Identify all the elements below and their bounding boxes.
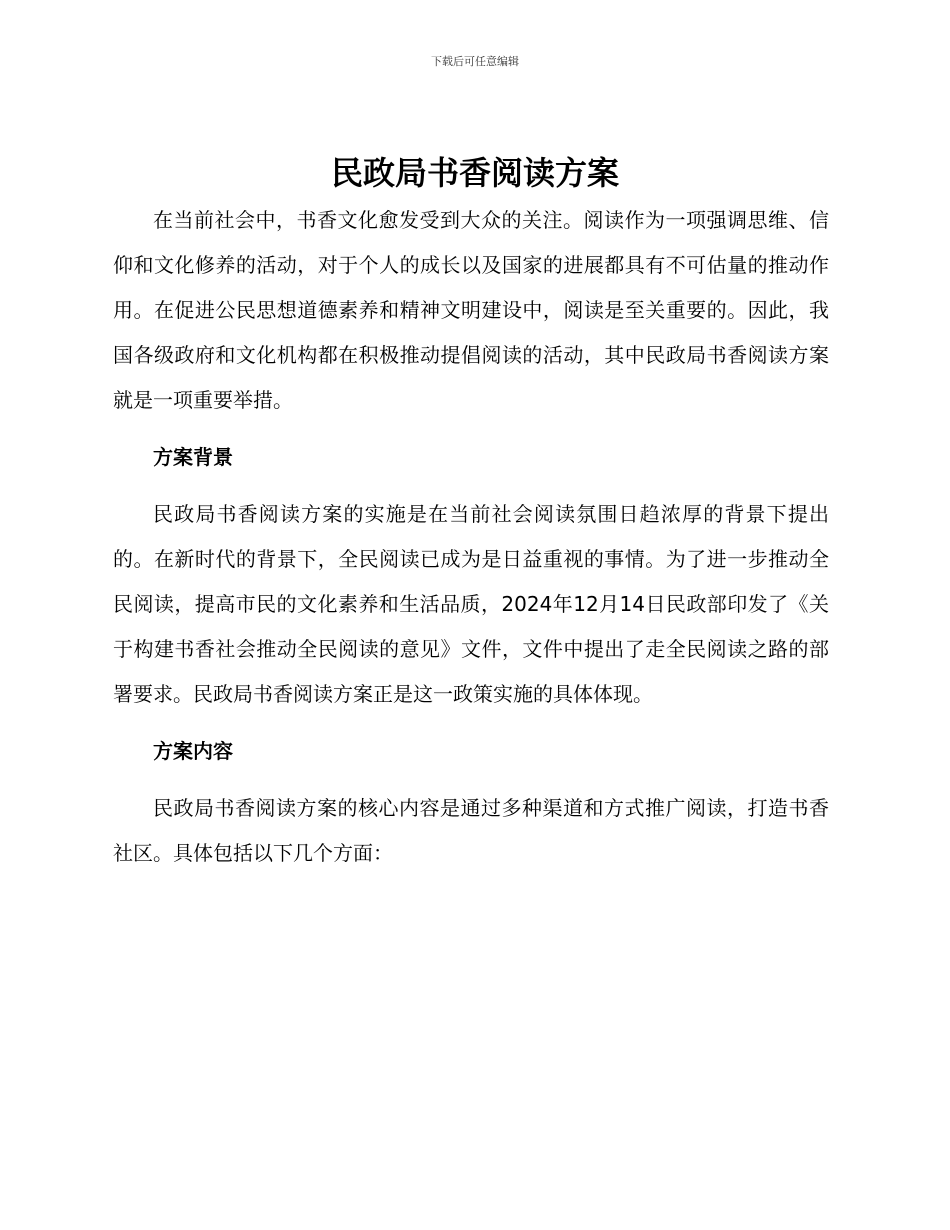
section-paragraph-content: 民政局书香阅读方案的核心内容是通过多种渠道和方式推广阅读，打造书香社区。具体包括以下几个方面：: [113, 796, 829, 865]
intro-paragraph: 在当前社会中，书香文化愈发受到大众的关注。阅读作为一项强调思维、信仰和文化修养的活动，对于个人的成长以及国家的进展都具有不可估量的推动作用。在促进公民思想道德素养和精神文明建设中，阅读是至关重要的。因此，我国各级政府和文化机构都在积极推动提倡阅读的活动，其中民政局书香阅读方案就是一项重要举措。: [113, 208, 829, 412]
document-body: [113, 198, 829, 876]
section-heading-content: 方案内容: [153, 739, 233, 763]
page-header-note: 下载后可任意编辑: [431, 55, 519, 68]
document-title: 民政局书香阅读方案: [330, 154, 619, 192]
section-heading-background: 方案背景: [153, 445, 233, 469]
section-paragraph-background: 民政局书香阅读方案的实施是在当前社会阅读氛围日趋浓厚的背景下提出的。在新时代的背景下，全民阅读已成为是日益重视的事情。为了进一步推动全民阅读，提高市民的文化素养和生活品质，2024年12月14日民政部印发了《关于构建书香社会推动全民阅读的意见》文件，文件中提出了走全民阅读之路的部署要求。民政局书香阅读方案正是这一政策实施的具体体现。: [113, 502, 829, 706]
